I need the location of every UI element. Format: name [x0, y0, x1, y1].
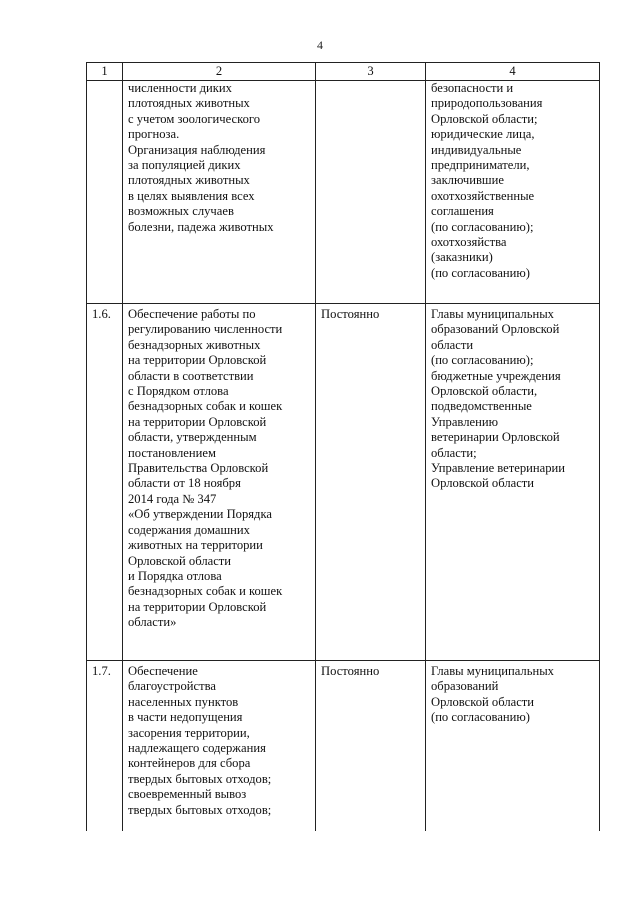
executors-cell: безопасности и природопользования Орловской области; юридические лица, индивидуальные предприниматели, заключившие охотхозяйственные соглашения (по согласованию); охотхозяйства (заказники) (по согласованию)	[426, 81, 600, 304]
term-cell	[316, 81, 426, 304]
column-number-2: 2	[123, 63, 316, 81]
column-number-4: 4	[426, 63, 600, 81]
measure-cell: Обеспечение работы по регулированию численности безнадзорных животных на территории Орловской области в соответствии с Порядком отлова безнадзорных собак и кошек на территории Орловской области, утвержденным постановлением Правительства Орловской области от 18 ноября 2014 года № 347 «Об утверждении Порядка содержания домашних животных на территории Орловской области и Порядка отлова безнадзорных собак и кошек на территории Орловской области»	[123, 304, 316, 661]
row-number: 1.6.	[87, 304, 123, 661]
term-cell: Постоянно	[316, 304, 426, 661]
row-number	[87, 81, 123, 304]
row-number: 1.7.	[87, 661, 123, 832]
executors-cell: Главы муниципальных образований Орловской области (по согласованию); бюджетные учреждения Орловской области, подведомственные Управлению ветеринарии Орловской области; Управление ветеринарии Орловской области	[426, 304, 600, 661]
measure-cell: Обеспечение благоустройства населенных пунктов в части недопущения засорения территории, надлежащего содержания контейнеров для сбора твердых бытовых отходов; своевременный вывоз твердых бытовых отходов;	[123, 661, 316, 832]
table-row	[87, 661, 600, 832]
measures-table	[86, 62, 600, 831]
table-header-row	[87, 63, 600, 81]
column-number-3: 3	[316, 63, 426, 81]
page-number: 4	[317, 38, 323, 52]
table-row	[87, 81, 600, 304]
measure-cell: численности диких плотоядных животных с учетом зоологического прогноза. Организация наблюдения за популяцией диких плотоядных животных в целях выявления всех возможных случаев болезни, падежа животных	[123, 81, 316, 304]
table-row	[87, 304, 600, 661]
executors-cell: Главы муниципальных образований Орловской области (по согласованию)	[426, 661, 600, 832]
column-number-1: 1	[87, 63, 123, 81]
term-cell: Постоянно	[316, 661, 426, 832]
